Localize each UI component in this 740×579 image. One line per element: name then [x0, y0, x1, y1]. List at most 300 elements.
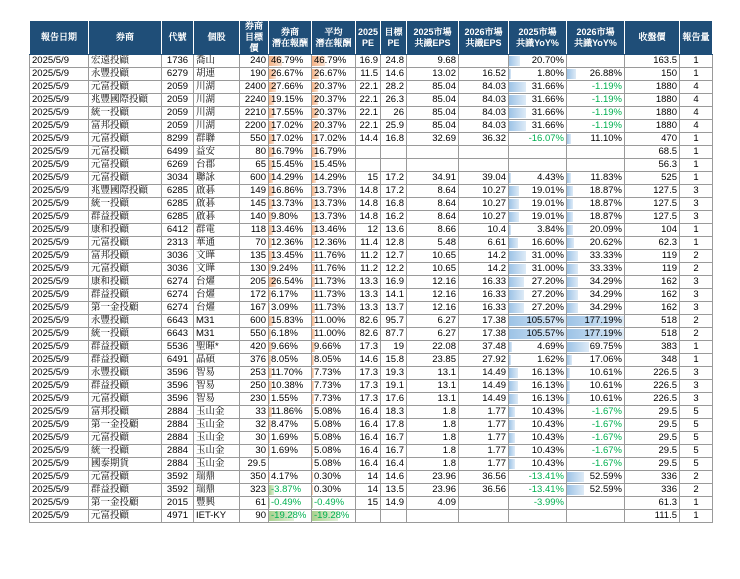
cell-yoy-2026: 177.19% [567, 328, 625, 341]
cell-eps-2025: 13.1 [407, 393, 459, 406]
header-target-pe: 目標 PE [381, 21, 407, 55]
cell-eps-2025: 85.04 [407, 94, 459, 107]
cell-target-pe: 12.7 [381, 250, 407, 263]
cell-yoy-2025 [509, 159, 567, 172]
cell-target-price: 118 [240, 224, 269, 237]
cell-avg-upside: 11.76% [312, 250, 356, 263]
cell-eps-2026: 1.77 [459, 458, 509, 471]
cell-close-price: 162 [625, 276, 680, 289]
table-row [30, 224, 713, 237]
cell-stock-code: 4971 [162, 510, 194, 523]
cell-broker-upside: 1.55% [269, 393, 312, 406]
cell-target-pe: 17.8 [381, 419, 407, 432]
cell-report-count: 4 [680, 107, 713, 120]
cell-stock-code: 2015 [162, 497, 194, 510]
cell-pe-2025: 16.4 [356, 432, 381, 445]
cell-pe-2025: 22.1 [356, 94, 381, 107]
cell-report-count: 1 [680, 133, 713, 146]
cell-yoy-2025 [509, 510, 567, 523]
cell-pe-2025: 11.2 [356, 250, 381, 263]
cell-report-count: 2 [680, 328, 713, 341]
cell-pe-2025: 17.3 [356, 393, 381, 406]
cell-close-price: 518 [625, 315, 680, 328]
cell-close-price: 226.5 [625, 393, 680, 406]
cell-report-count: 2 [680, 484, 713, 497]
header-close-price: 收盤價 [625, 21, 680, 55]
cell-yoy-2026: 11.10% [567, 133, 625, 146]
cell-yoy-2026: 11.83% [567, 172, 625, 185]
cell-pe-2025: 14 [356, 484, 381, 497]
cell-yoy-2026: -1.19% [567, 120, 625, 133]
cell-close-price: 111.5 [625, 510, 680, 523]
cell-stock-name: 華通 [194, 237, 240, 250]
cell-broker-upside: 8.47% [269, 419, 312, 432]
cell-eps-2026: 14.2 [459, 263, 509, 276]
cell-report-date: 2025/5/9 [30, 146, 89, 159]
cell-close-price: 525 [625, 172, 680, 185]
cell-broker: 永豐投顧 [89, 68, 162, 81]
cell-broker-upside: 8.05% [269, 354, 312, 367]
cell-target-pe: 14.6 [381, 471, 407, 484]
cell-eps-2026: 10.27 [459, 198, 509, 211]
cell-stock-code: 6285 [162, 198, 194, 211]
table-row [30, 484, 713, 497]
cell-stock-name: 玉山金 [194, 445, 240, 458]
cell-stock-code: 2059 [162, 107, 194, 120]
cell-report-date: 2025/5/9 [30, 94, 89, 107]
cell-stock-code: 2884 [162, 445, 194, 458]
cell-broker-upside: 13.46% [269, 224, 312, 237]
cell-stock-name: 川湖 [194, 94, 240, 107]
cell-report-date: 2025/5/9 [30, 367, 89, 380]
cell-stock-name: 智易 [194, 380, 240, 393]
cell-avg-upside: 11.76% [312, 263, 356, 276]
cell-pe-2025: 82.6 [356, 328, 381, 341]
cell-stock-name: 胡連 [194, 68, 240, 81]
cell-close-price: 1880 [625, 94, 680, 107]
cell-broker: 國泰期貨 [89, 458, 162, 471]
table-row [30, 432, 713, 445]
cell-stock-name: M31 [194, 315, 240, 328]
cell-pe-2025: 16.9 [356, 55, 381, 68]
table-row [30, 471, 713, 484]
cell-yoy-2025: 1.80% [509, 68, 567, 81]
cell-close-price: 162 [625, 302, 680, 315]
cell-yoy-2026: 20.09% [567, 224, 625, 237]
cell-eps-2025: 13.1 [407, 380, 459, 393]
cell-pe-2025: 11.2 [356, 263, 381, 276]
cell-target-price: 172 [240, 289, 269, 302]
cell-eps-2025: 4.09 [407, 497, 459, 510]
cell-yoy-2025: -16.07% [509, 133, 567, 146]
cell-close-price: 1880 [625, 120, 680, 133]
cell-close-price: 348 [625, 354, 680, 367]
cell-stock-name: 瑞鼎 [194, 471, 240, 484]
cell-target-price: 253 [240, 367, 269, 380]
cell-broker: 宏遠投顧 [89, 55, 162, 68]
cell-avg-upside: 13.73% [312, 211, 356, 224]
cell-yoy-2026: 34.29% [567, 276, 625, 289]
cell-yoy-2025: 31.00% [509, 263, 567, 276]
cell-target-pe: 14.9 [381, 497, 407, 510]
table-row [30, 393, 713, 406]
cell-broker-upside: 15.45% [269, 159, 312, 172]
cell-target-price: 145 [240, 198, 269, 211]
cell-report-count: 1 [680, 497, 713, 510]
cell-report-count: 3 [680, 211, 713, 224]
cell-avg-upside: 0.30% [312, 471, 356, 484]
cell-yoy-2025: 31.00% [509, 250, 567, 263]
header-stock-code: 代號 [162, 21, 194, 55]
cell-broker: 康和投顧 [89, 224, 162, 237]
cell-broker-upside: 27.66% [269, 81, 312, 94]
cell-report-count: 1 [680, 237, 713, 250]
cell-yoy-2026: -1.67% [567, 458, 625, 471]
cell-pe-2025: 14.8 [356, 185, 381, 198]
cell-broker-upside: 46.79% [269, 55, 312, 68]
cell-pe-2025: 14.8 [356, 198, 381, 211]
cell-stock-code: 2884 [162, 406, 194, 419]
cell-stock-code: 6643 [162, 328, 194, 341]
cell-report-date: 2025/5/9 [30, 315, 89, 328]
cell-eps-2026 [459, 497, 509, 510]
cell-stock-code: 2884 [162, 458, 194, 471]
cell-target-price: 376 [240, 354, 269, 367]
cell-broker-upside: 16.79% [269, 146, 312, 159]
cell-yoy-2025: 31.66% [509, 94, 567, 107]
cell-close-price: 383 [625, 341, 680, 354]
cell-eps-2025: 13.1 [407, 367, 459, 380]
cell-target-pe: 13.6 [381, 224, 407, 237]
cell-yoy-2026: 17.06% [567, 354, 625, 367]
cell-stock-name: 川湖 [194, 81, 240, 94]
cell-close-price: 68.5 [625, 146, 680, 159]
cell-eps-2025 [407, 510, 459, 523]
cell-eps-2026: 10.27 [459, 185, 509, 198]
cell-eps-2025: 10.65 [407, 250, 459, 263]
cell-stock-code: 6274 [162, 302, 194, 315]
cell-eps-2025: 12.16 [407, 289, 459, 302]
cell-avg-upside: 7.73% [312, 380, 356, 393]
cell-avg-upside: 5.08% [312, 432, 356, 445]
cell-stock-code: 6269 [162, 159, 194, 172]
cell-eps-2025: 9.68 [407, 55, 459, 68]
cell-report-count: 1 [680, 55, 713, 68]
cell-target-price: 420 [240, 341, 269, 354]
cell-yoy-2026: 69.75% [567, 341, 625, 354]
cell-avg-upside: 8.05% [312, 354, 356, 367]
cell-target-pe: 16.8 [381, 198, 407, 211]
table-row [30, 289, 713, 302]
cell-broker: 統一投顧 [89, 328, 162, 341]
cell-stock-name: 智易 [194, 393, 240, 406]
cell-avg-upside: 20.37% [312, 94, 356, 107]
cell-stock-name: 瑞鼎 [194, 484, 240, 497]
cell-stock-name: 川湖 [194, 107, 240, 120]
cell-eps-2026: 17.38 [459, 315, 509, 328]
cell-avg-upside: 17.02% [312, 133, 356, 146]
cell-pe-2025: 14.6 [356, 354, 381, 367]
cell-yoy-2025: 10.43% [509, 406, 567, 419]
cell-yoy-2025: 16.60% [509, 237, 567, 250]
cell-eps-2026: 1.77 [459, 432, 509, 445]
cell-pe-2025 [356, 510, 381, 523]
cell-close-price: 29.5 [625, 406, 680, 419]
cell-avg-upside: 11.00% [312, 328, 356, 341]
cell-report-date: 2025/5/9 [30, 445, 89, 458]
cell-target-pe: 14.6 [381, 68, 407, 81]
cell-target-pe: 26.3 [381, 94, 407, 107]
cell-yoy-2026: -1.67% [567, 406, 625, 419]
cell-target-pe [381, 510, 407, 523]
report-table-container [29, 20, 713, 523]
cell-stock-name: 群電 [194, 224, 240, 237]
header-yoy-2025: 2025市場 共識YoY% [509, 21, 567, 55]
table-row [30, 68, 713, 81]
cell-target-price: 33 [240, 406, 269, 419]
cell-eps-2025: 85.04 [407, 81, 459, 94]
cell-stock-code: 2059 [162, 94, 194, 107]
cell-stock-code: 6285 [162, 211, 194, 224]
cell-report-count: 3 [680, 380, 713, 393]
cell-target-price: 140 [240, 211, 269, 224]
cell-yoy-2026: -1.19% [567, 107, 625, 120]
cell-eps-2026: 16.33 [459, 289, 509, 302]
cell-report-date: 2025/5/9 [30, 237, 89, 250]
cell-close-price: 162 [625, 289, 680, 302]
cell-stock-code: 6279 [162, 68, 194, 81]
cell-close-price: 29.5 [625, 458, 680, 471]
cell-target-price: 190 [240, 68, 269, 81]
cell-yoy-2025: 31.66% [509, 107, 567, 120]
cell-eps-2025: 22.08 [407, 341, 459, 354]
cell-pe-2025: 14.4 [356, 133, 381, 146]
cell-stock-name: 晶碩 [194, 354, 240, 367]
table-row [30, 341, 713, 354]
table-body [30, 55, 713, 523]
cell-broker-upside: 17.55% [269, 107, 312, 120]
cell-broker: 永豐投顧 [89, 367, 162, 380]
cell-avg-upside: 20.37% [312, 107, 356, 120]
cell-report-count: 3 [680, 393, 713, 406]
cell-target-price: 80 [240, 146, 269, 159]
cell-avg-upside: 5.08% [312, 445, 356, 458]
table-row [30, 367, 713, 380]
table-row [30, 354, 713, 367]
cell-broker: 元富投顧 [89, 159, 162, 172]
cell-stock-name: 啟碁 [194, 185, 240, 198]
cell-report-date: 2025/5/9 [30, 289, 89, 302]
cell-eps-2026 [459, 510, 509, 523]
header-broker: 券商 [89, 21, 162, 55]
cell-yoy-2025: 31.66% [509, 81, 567, 94]
cell-yoy-2025: 16.13% [509, 367, 567, 380]
table-row [30, 81, 713, 94]
cell-close-price: 62.3 [625, 237, 680, 250]
cell-stock-name: 群聯 [194, 133, 240, 146]
cell-target-pe: 16.4 [381, 458, 407, 471]
cell-broker: 統一投顧 [89, 198, 162, 211]
cell-eps-2026 [459, 146, 509, 159]
cell-broker: 群益投顧 [89, 484, 162, 497]
cell-broker: 第一金投顧 [89, 419, 162, 432]
cell-yoy-2025: 3.84% [509, 224, 567, 237]
cell-broker-upside: 26.67% [269, 68, 312, 81]
table-row [30, 120, 713, 133]
cell-eps-2026: 1.77 [459, 445, 509, 458]
cell-broker-upside: 4.17% [269, 471, 312, 484]
cell-target-price: 149 [240, 185, 269, 198]
cell-avg-upside: -19.28% [312, 510, 356, 523]
cell-eps-2026: 36.56 [459, 484, 509, 497]
cell-report-date: 2025/5/9 [30, 354, 89, 367]
cell-broker-upside: 6.17% [269, 289, 312, 302]
cell-report-date: 2025/5/9 [30, 406, 89, 419]
cell-broker: 群益投顧 [89, 380, 162, 393]
cell-avg-upside: 7.73% [312, 367, 356, 380]
cell-target-pe: 28.2 [381, 81, 407, 94]
cell-close-price: 29.5 [625, 432, 680, 445]
cell-stock-name: 玉山金 [194, 432, 240, 445]
cell-target-pe: 12.2 [381, 263, 407, 276]
cell-eps-2025: 1.8 [407, 419, 459, 432]
cell-broker: 元富投顧 [89, 81, 162, 94]
cell-yoy-2026: 177.19% [567, 315, 625, 328]
cell-report-date: 2025/5/9 [30, 81, 89, 94]
cell-avg-upside: 16.79% [312, 146, 356, 159]
cell-pe-2025: 16.4 [356, 445, 381, 458]
cell-close-price: 104 [625, 224, 680, 237]
cell-report-date: 2025/5/9 [30, 185, 89, 198]
cell-report-date: 2025/5/9 [30, 120, 89, 133]
cell-broker: 元富投顧 [89, 393, 162, 406]
cell-eps-2025: 8.64 [407, 198, 459, 211]
table-row [30, 302, 713, 315]
cell-report-count: 1 [680, 354, 713, 367]
cell-yoy-2025: 19.01% [509, 211, 567, 224]
cell-pe-2025: 14 [356, 471, 381, 484]
cell-target-price: 2200 [240, 120, 269, 133]
cell-report-count: 4 [680, 120, 713, 133]
cell-close-price: 127.5 [625, 198, 680, 211]
cell-yoy-2025: -13.41% [509, 471, 567, 484]
cell-yoy-2026 [567, 159, 625, 172]
cell-report-count: 1 [680, 510, 713, 523]
cell-report-date: 2025/5/9 [30, 68, 89, 81]
cell-eps-2026: 10.4 [459, 224, 509, 237]
cell-stock-name: 文曄 [194, 263, 240, 276]
cell-eps-2025: 23.85 [407, 354, 459, 367]
cell-target-pe: 14.1 [381, 289, 407, 302]
cell-report-date: 2025/5/9 [30, 250, 89, 263]
cell-target-pe: 12.8 [381, 237, 407, 250]
cell-stock-code: 6274 [162, 289, 194, 302]
cell-yoy-2026 [567, 497, 625, 510]
cell-avg-upside: 12.36% [312, 237, 356, 250]
cell-target-pe: 24.8 [381, 55, 407, 68]
cell-eps-2026: 16.33 [459, 302, 509, 315]
cell-target-price: 600 [240, 315, 269, 328]
cell-report-date: 2025/5/9 [30, 341, 89, 354]
cell-pe-2025: 15 [356, 497, 381, 510]
cell-stock-name: 川湖 [194, 120, 240, 133]
cell-stock-name: 台燿 [194, 276, 240, 289]
cell-stock-code: 6491 [162, 354, 194, 367]
cell-yoy-2026: 33.33% [567, 263, 625, 276]
cell-report-count: 5 [680, 458, 713, 471]
cell-eps-2026: 27.92 [459, 354, 509, 367]
cell-report-date: 2025/5/9 [30, 419, 89, 432]
cell-eps-2025: 1.8 [407, 406, 459, 419]
cell-broker: 富邦投顧 [89, 406, 162, 419]
cell-yoy-2025: 27.20% [509, 302, 567, 315]
cell-report-count: 2 [680, 263, 713, 276]
cell-yoy-2026: 18.87% [567, 211, 625, 224]
cell-yoy-2026: 52.59% [567, 471, 625, 484]
cell-avg-upside: 11.73% [312, 302, 356, 315]
cell-target-price: 70 [240, 237, 269, 250]
cell-close-price: 29.5 [625, 445, 680, 458]
cell-pe-2025: 82.6 [356, 315, 381, 328]
cell-target-price: 2210 [240, 107, 269, 120]
cell-yoy-2025: 4.69% [509, 341, 567, 354]
cell-yoy-2025: 27.20% [509, 276, 567, 289]
cell-report-count: 3 [680, 367, 713, 380]
cell-stock-code: 8299 [162, 133, 194, 146]
cell-broker-upside: 17.02% [269, 120, 312, 133]
cell-target-price: 135 [240, 250, 269, 263]
table-row [30, 55, 713, 68]
cell-broker: 康和投顧 [89, 276, 162, 289]
cell-broker-upside: 13.73% [269, 198, 312, 211]
cell-avg-upside: 11.73% [312, 276, 356, 289]
cell-stock-code: 3036 [162, 263, 194, 276]
cell-avg-upside: 20.37% [312, 120, 356, 133]
cell-close-price: 1880 [625, 81, 680, 94]
cell-report-date: 2025/5/9 [30, 471, 89, 484]
cell-avg-upside: 11.00% [312, 315, 356, 328]
cell-yoy-2025: 10.43% [509, 458, 567, 471]
cell-target-pe: 18.3 [381, 406, 407, 419]
cell-broker: 元富投顧 [89, 471, 162, 484]
cell-pe-2025: 17.3 [356, 341, 381, 354]
cell-broker: 元富投顧 [89, 172, 162, 185]
cell-target-pe: 17.6 [381, 393, 407, 406]
cell-stock-code: 3592 [162, 484, 194, 497]
cell-stock-code: 3596 [162, 367, 194, 380]
cell-yoy-2026: 34.29% [567, 302, 625, 315]
cell-yoy-2026 [567, 510, 625, 523]
cell-yoy-2026: 10.61% [567, 367, 625, 380]
cell-stock-code: 6274 [162, 276, 194, 289]
cell-target-price: 240 [240, 55, 269, 68]
cell-target-price: 90 [240, 510, 269, 523]
table-header-row [30, 21, 713, 55]
cell-yoy-2026 [567, 55, 625, 68]
cell-pe-2025: 17.3 [356, 367, 381, 380]
cell-eps-2026: 1.77 [459, 419, 509, 432]
cell-broker-upside: 6.18% [269, 328, 312, 341]
cell-report-date: 2025/5/9 [30, 263, 89, 276]
cell-stock-name: M31 [194, 328, 240, 341]
cell-eps-2026: 84.03 [459, 94, 509, 107]
cell-stock-code: 6412 [162, 224, 194, 237]
cell-close-price: 119 [625, 250, 680, 263]
header-eps-2025: 2025市場 共識EPS [407, 21, 459, 55]
cell-avg-upside: -0.49% [312, 497, 356, 510]
cell-eps-2025: 6.27 [407, 315, 459, 328]
cell-broker: 群益投顧 [89, 341, 162, 354]
